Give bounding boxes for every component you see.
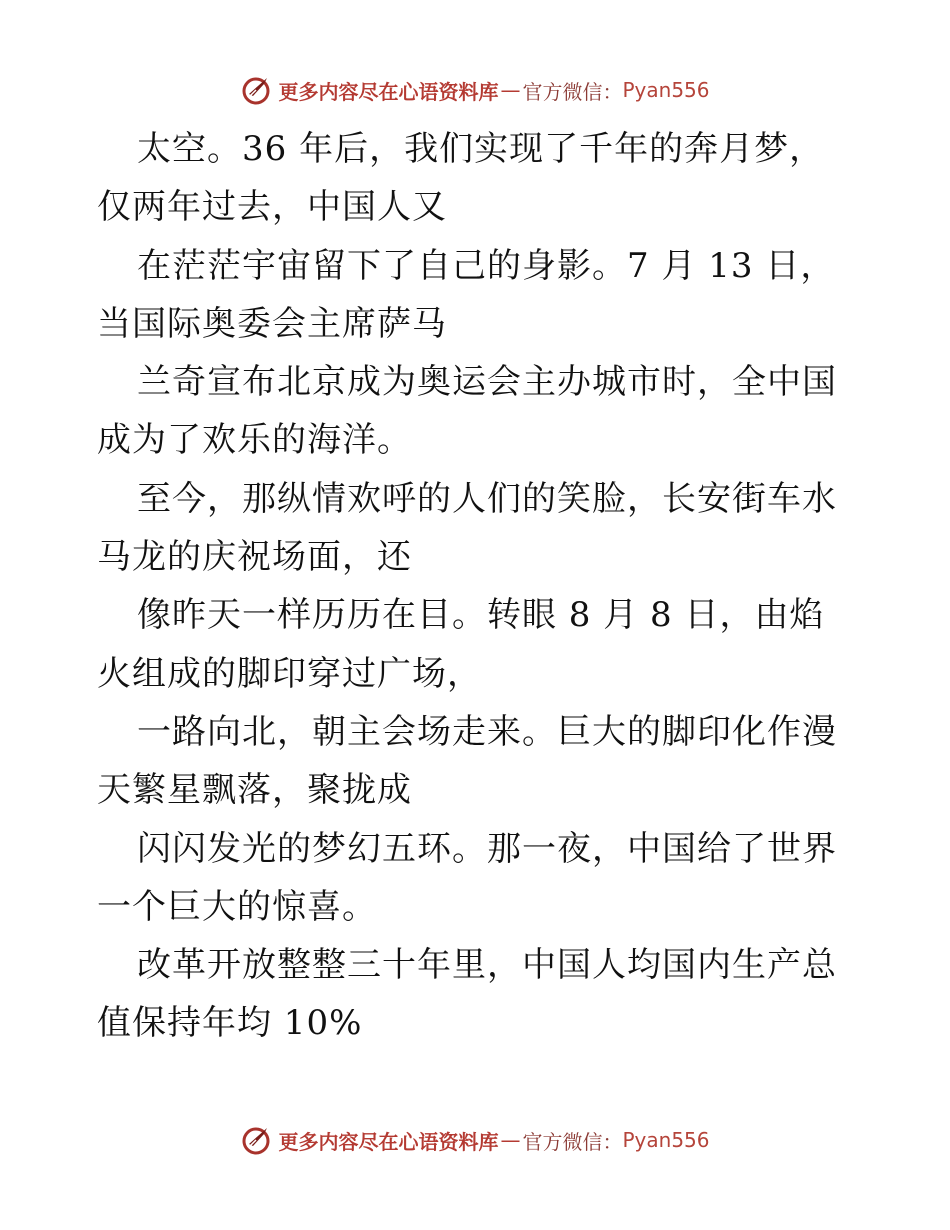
- watermark-wechat-label: 官方微信：: [522, 79, 623, 104]
- paragraph-4: 至今，那纵情欢呼的人们的笑脸，长安街车水马龙的庆祝场面，还: [97, 478, 837, 578]
- paragraph-3: 兰奇宣布北京成为奥运会主办城市时，全中国成为了欢乐的海洋。: [97, 362, 837, 461]
- watermark-main-text: 更多内容尽在心语资料库: [278, 1129, 499, 1154]
- paragraph-7: 闪闪发光的梦幻五环。那一夜，中国给了世界一个巨大的惊喜。: [97, 828, 837, 927]
- paragraph-8: 改革开放整整三十年里，中国人均国内生产总值保持年均 10%: [97, 945, 837, 1044]
- paragraph-1: 太空。36 年后，我们实现了千年的奔月梦，仅两年过去，中国人又: [97, 129, 825, 228]
- watermark-wechat-id: Pyan556: [622, 78, 710, 102]
- watermark-dash: —: [500, 78, 521, 102]
- document-body: [97, 120, 857, 1053]
- watermark-dash: —: [500, 1128, 521, 1152]
- watermark-main-text: 更多内容尽在心语资料库: [278, 79, 499, 104]
- paragraph-2: 在茫茫宇宙留下了自己的身影。7 月 13 日，当国际奥委会主席萨马: [97, 245, 836, 344]
- quill-logo-icon: [240, 1124, 272, 1156]
- quill-logo-icon: [240, 74, 272, 106]
- header-watermark: [0, 70, 950, 110]
- paragraph-5: 像昨天一样历历在目。转眼 8 月 8 日，由焰火组成的脚印穿过广场，: [97, 595, 825, 694]
- paragraph-6: 一路向北，朝主会场走来。巨大的脚印化作漫天繁星飘落，聚拢成: [97, 711, 837, 811]
- footer-watermark: [0, 1120, 950, 1160]
- watermark-wechat-label: 官方微信：: [522, 1129, 623, 1154]
- watermark-wechat-id: Pyan556: [622, 1128, 710, 1152]
